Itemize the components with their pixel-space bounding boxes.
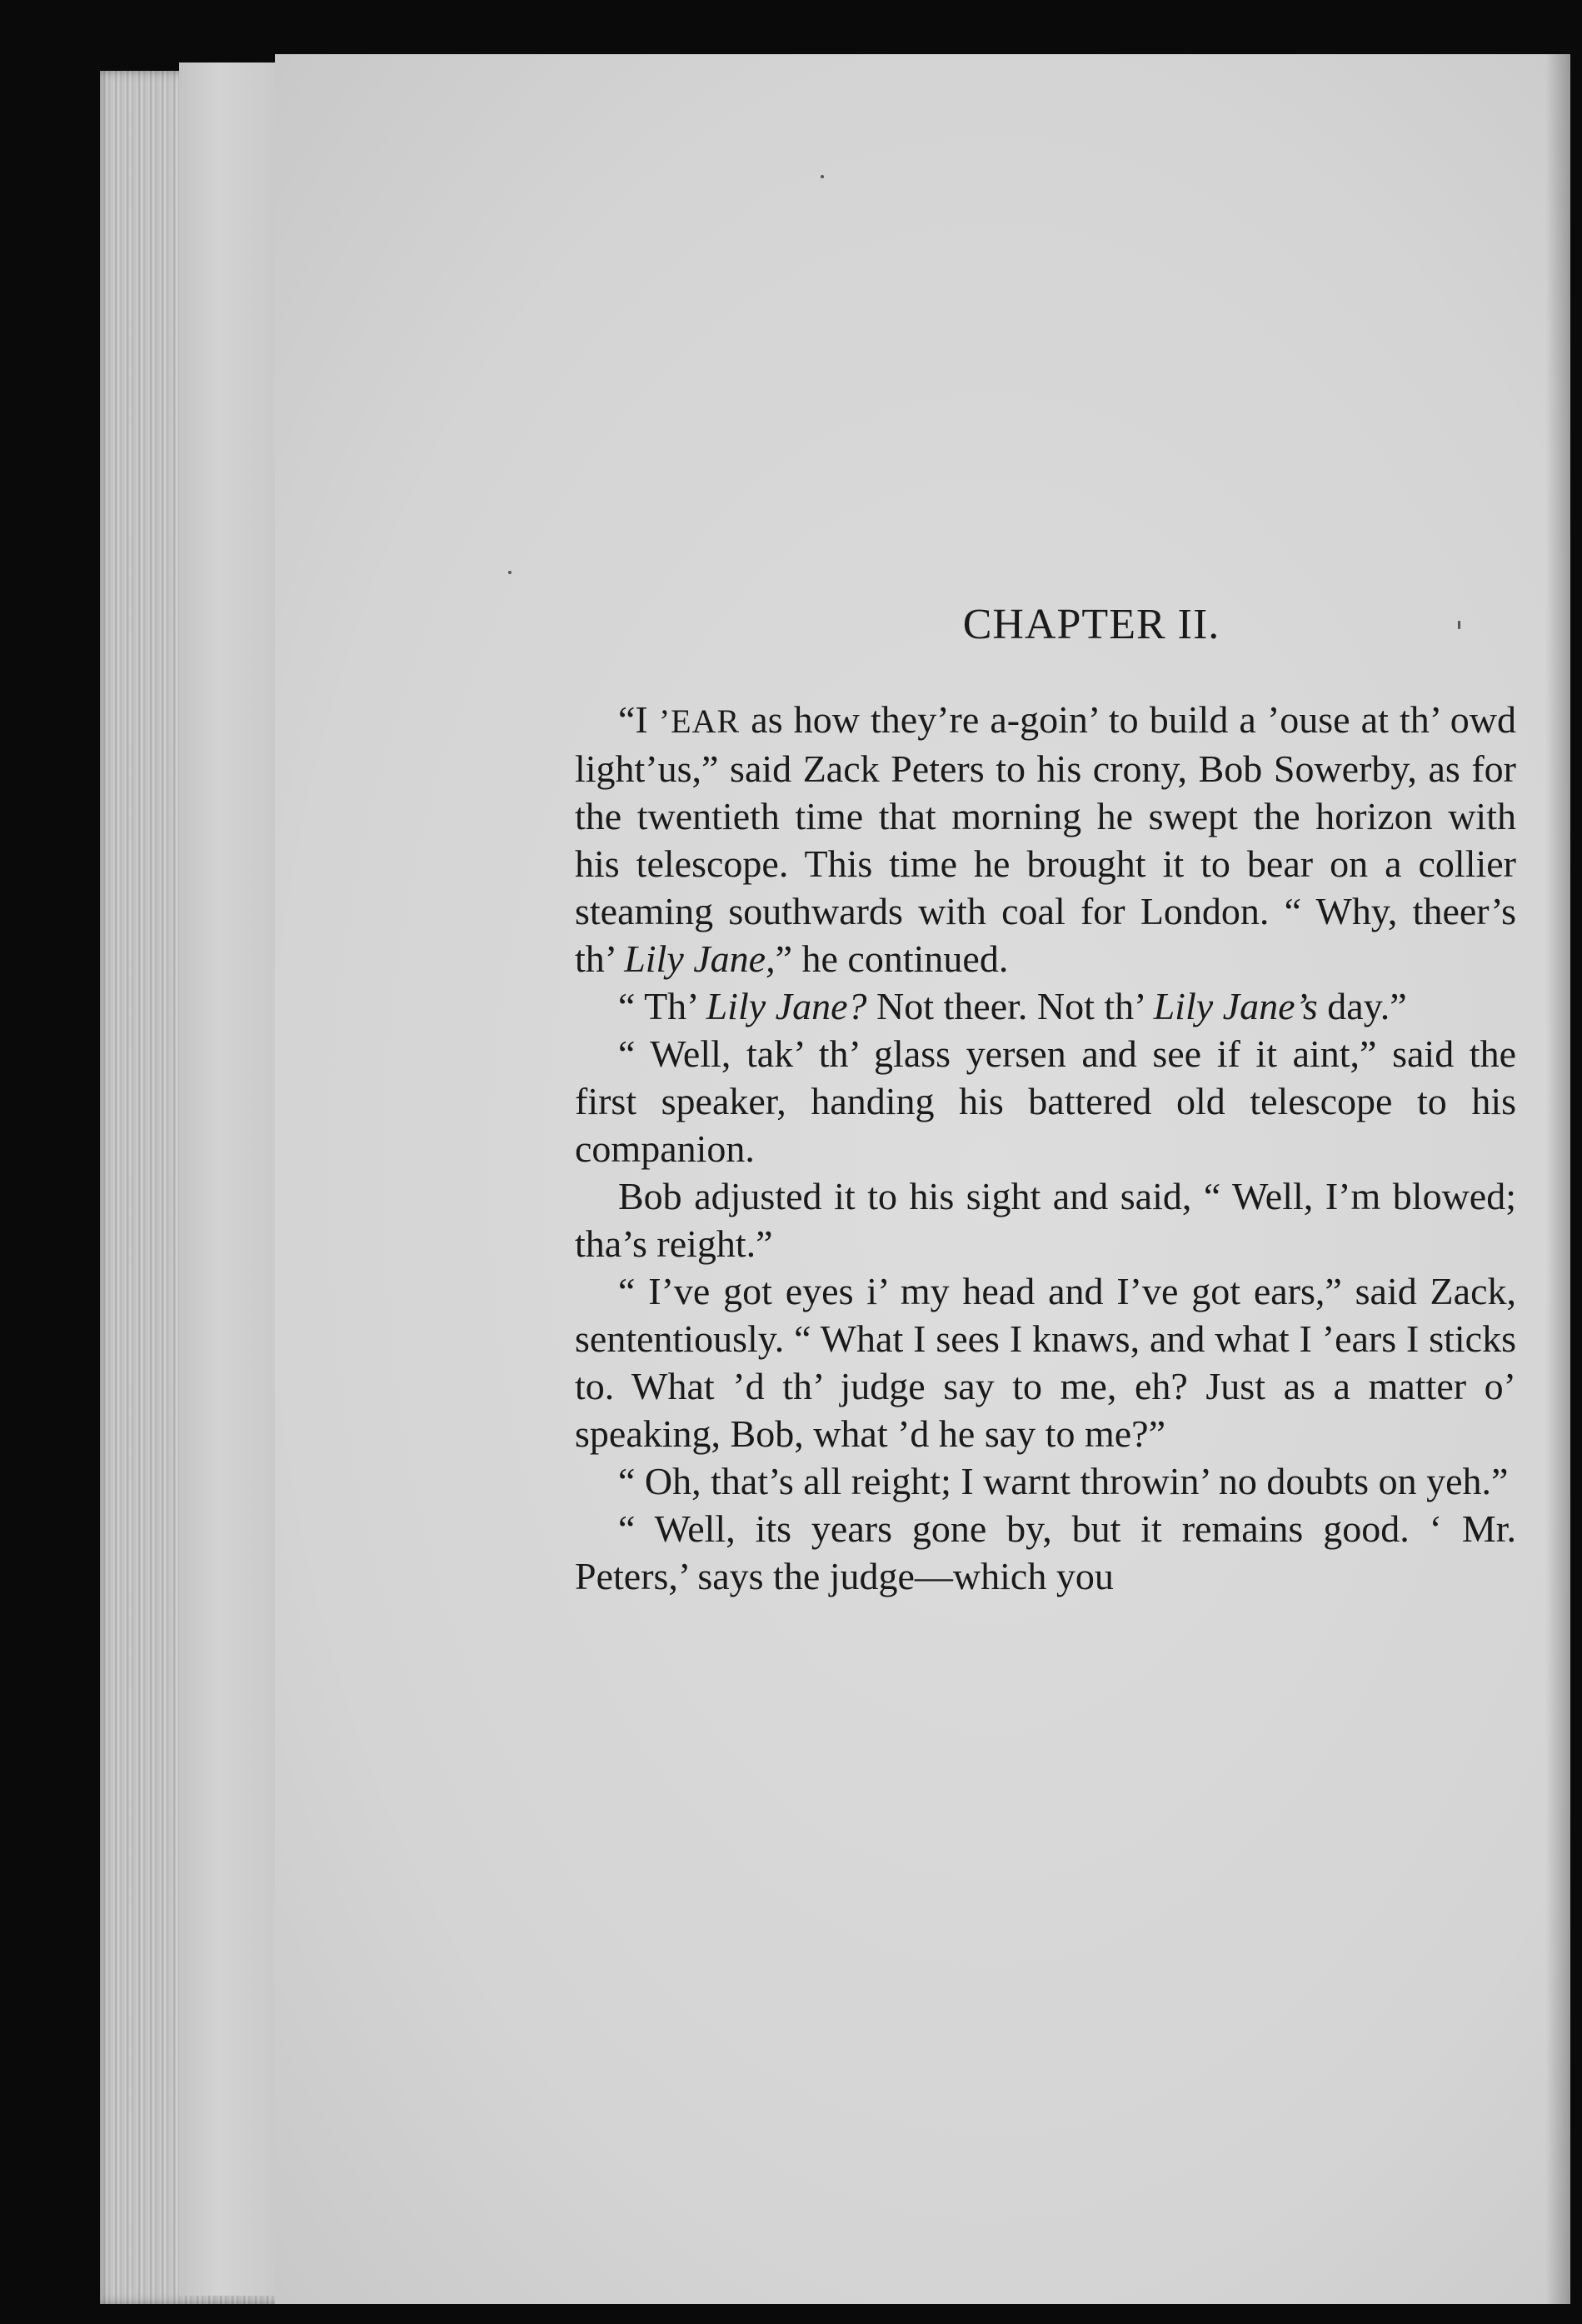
paragraph-4: Bob adjusted it to his sight and said, “ Well, I’m blowed; tha’s reight.” bbox=[575, 1175, 1516, 1265]
paragraph-3: “ Well, tak’ th’ glass yersen and see if it aint,” said the first speaker, handing his battered old telescope to his companion. bbox=[575, 1032, 1516, 1170]
paragraph-text: “ Th’ bbox=[618, 985, 706, 1027]
paragraph-6: “ Oh, that’s all reight; I warnt throwin’ no doubts on yeh.” bbox=[618, 1460, 1509, 1502]
italic-ship-name: Lily Jane, bbox=[624, 937, 776, 980]
paper-speck bbox=[821, 175, 824, 178]
paragraph-text: Not theer. Not th’ bbox=[866, 985, 1154, 1027]
italic-ship-name: Lily Jane’s bbox=[1153, 985, 1318, 1027]
chapter-heading: CHAPTER II. bbox=[962, 601, 1220, 648]
italic-ship-name: Lily Jane? bbox=[706, 985, 867, 1027]
paragraph-text: day.” bbox=[1317, 985, 1407, 1027]
paragraph-1 bbox=[575, 696, 1516, 982]
page-edge-strip bbox=[179, 62, 279, 2296]
paragraph-text: as how they’re a-goin’ to build a ’ouse at th’ owd light’us,” said Zack Peters to his crony, Bob Sowerby, as for the twentieth time that morning he swept the horizon with his telescope. This time he brought it to bear on a collier steaming southwards with coal for London. “ Why, theer’s th’ bbox=[575, 698, 1516, 980]
paragraph-text: “I bbox=[618, 698, 659, 741]
paragraph-7: “ Well, its years gone by, but it remains good. ‘ Mr. Peters,’ says the judge—which you bbox=[575, 1507, 1516, 1597]
page-gutter-shadow bbox=[1545, 54, 1570, 2304]
page-text bbox=[575, 600, 1516, 1600]
paragraph-5: “ I’ve got eyes i’ my head and I’ve got ears,” said Zack, sententiously. “ What I sees I knaws, and what I ’ears I sticks to. What ’d th’ judge say to me, eh? Just as a matter o’ speaking, Bob, what ’d he say to me?” bbox=[575, 1270, 1516, 1455]
paper-speck bbox=[508, 571, 512, 574]
paragraph-text: ” he continued. bbox=[775, 937, 1009, 980]
small-caps-word: ’EAR bbox=[658, 702, 741, 740]
paragraph-2 bbox=[575, 982, 1516, 1030]
